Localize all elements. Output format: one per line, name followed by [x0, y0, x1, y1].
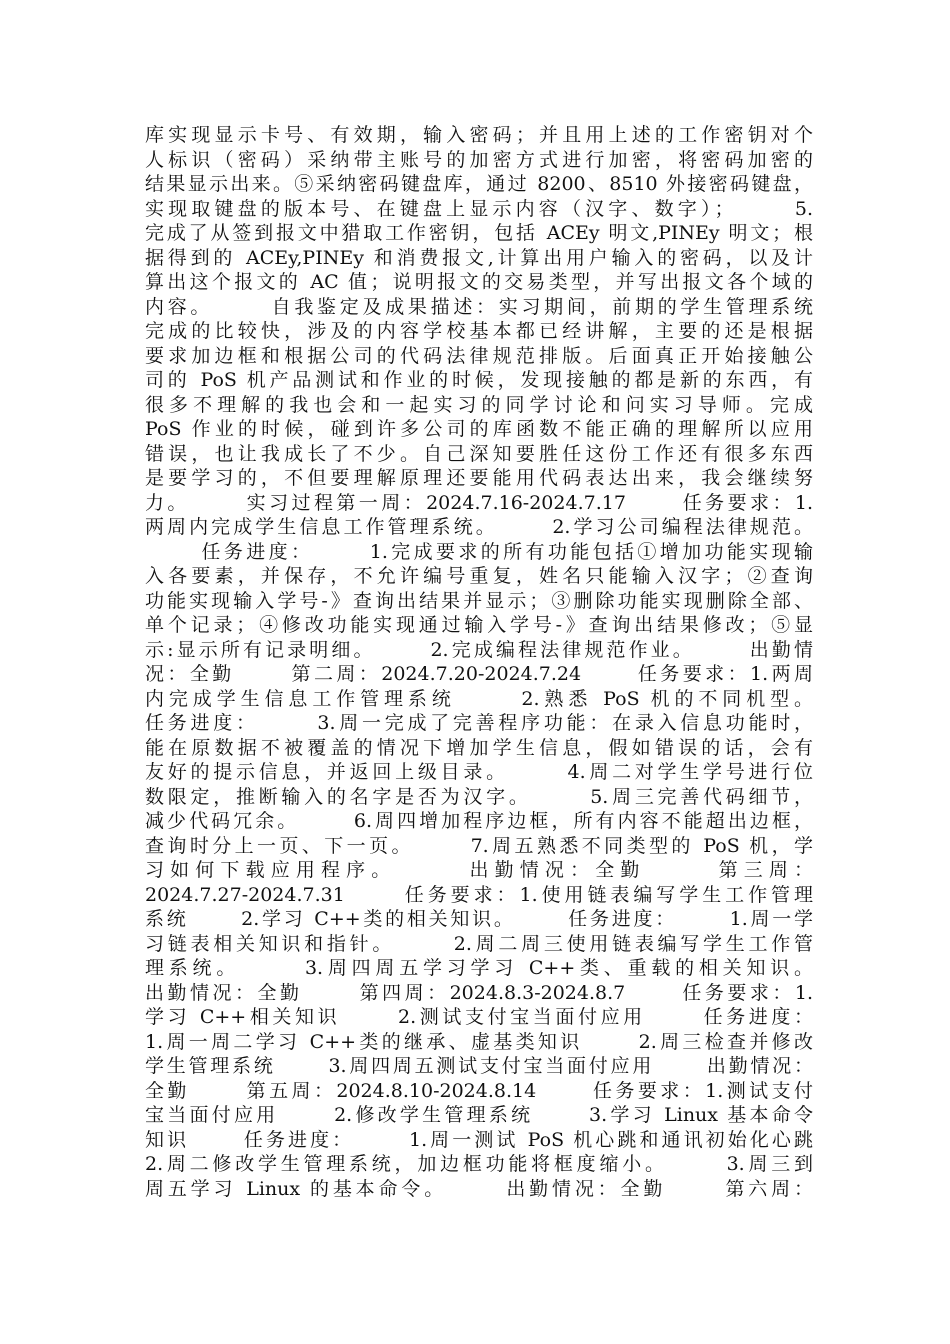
text-line: 功能实现输入学号-》查询出结果并显示；③删除功能实现删除全部、 [145, 589, 813, 612]
text-line: 据得到的 ACEy,PINEy 和消费报文,计算出用户输入的密码，以及计 [145, 246, 813, 269]
text-line: 习链表相关知识和指针。 2.周二周三使用链表编写学生工作管 [145, 932, 813, 955]
text-line: 结果显示出来。⑤采纳密码键盘库，通过 8200、8510 外接密码键盘， [145, 173, 813, 195]
text-line: 1.周一周二学习 C++类的继承、虚基类知识 2.周三检查并修改 [145, 1030, 813, 1053]
text-line: 2.周二修改学生管理系统，加边框功能将框度缩小。 3.周三到 [145, 1153, 813, 1175]
text-line: 内完成学生信息工作管理系统 2.熟悉 PoS 机的不同机型。 [145, 687, 813, 710]
text-line: 系统 2.学习 C++类的相关知识。 任务进度： 1.周一学 [145, 908, 813, 930]
text-line: 两周内完成学生信息工作管理系统。 2.学习公司编程法律规范。 [145, 516, 813, 538]
text-line: 理系统。 3.周四周五学习学习 C++类、重载的相关知识。 [145, 957, 813, 979]
text-line: 示:显示所有记录明细。 2.完成编程法律规范作业。 出勤情 [145, 638, 813, 661]
text-line: 周五学习 Linux 的基本命令。 出勤情况：全勤 第六周： [145, 1177, 813, 1200]
text-line: PoS 作业的时候，碰到许多公司的库函数不能正确的理解所以应用 [145, 418, 813, 440]
text-line: 学生管理系统 3.周四周五测试支付宝当面付应用 出勤情况： [145, 1055, 813, 1077]
text-line: 错误，也让我成长了不少。自己深知要胜任这份工作还有很多东西 [145, 442, 813, 465]
text-line: 内容。 自我鉴定及成果描述：实习期间，前期的学生管理系统 [145, 295, 813, 318]
text-line: 库实现显示卡号、有效期，输入密码；并且用上述的工作密钥对个 [145, 124, 813, 146]
text-line: 习如何下载应用程序。 出勤情况：全勤 第三周： [145, 859, 813, 881]
text-line: 单个记录；④修改功能实现通过输入学号-》查询出结果修改；⑤显 [145, 614, 813, 636]
text-line: 友好的提示信息，并返回上级目录。 4.周二对学生学号进行位 [145, 761, 813, 783]
text-line: 司的 PoS 机产品测试和作业的时候，发现接触的都是新的东西，有 [145, 369, 813, 391]
text-line: 全勤 第五周：2024.8.10-2024.8.14 任务要求：1.测试支付 [145, 1079, 813, 1102]
text-line: 出勤情况：全勤 第四周：2024.8.3-2024.8.7 任务要求：1. [145, 981, 813, 1004]
body-text [145, 123, 813, 1201]
text-line: 减少代码冗余。 6.周四增加程序边框，所有内容不能超出边框， [145, 810, 813, 832]
text-line: 算出这个报文的 AC 值；说明报文的交易类型，并写出报文各个域的 [145, 271, 813, 293]
text-line: 完成了从签到报文中猎取工作密钥，包括 ACEy 明文,PINEy 明文；根 [145, 222, 813, 244]
text-line: 入各要素，并保存，不允许编号重复，姓名只能输入汉字；②查询 [145, 565, 813, 587]
text-line: 数限定，推断输入的名字是否为汉字。 5.周三完善代码细节， [145, 785, 813, 808]
text-line: 能在原数据不被覆盖的情况下增加学生信息，假如错误的话，会有 [145, 736, 813, 759]
text-line: 知识 任务进度： 1.周一测试 PoS 机心跳和通讯初始化心跳 [145, 1128, 813, 1151]
text-line: 况：全勤 第二周：2024.7.20-2024.7.24 任务要求：1.两周 [145, 663, 813, 685]
text-line: 完成的比较快，涉及的内容学校基本都已经讲解，主要的还是根据 [145, 320, 813, 342]
text-line: 查询时分上一页、下一页。 7.周五熟悉不同类型的 PoS 机，学 [145, 834, 813, 857]
text-line: 实现取键盘的版本号、在键盘上显示内容（汉字、数字）； 5. [145, 197, 813, 220]
text-line: 人标识（密码）采纳带主账号的加密方式进行加密，将密码加密的 [145, 148, 813, 171]
text-line: 力。 实习过程第一周：2024.7.16-2024.7.17 任务要求：1. [145, 491, 813, 514]
text-line: 要求加边框和根据公司的代码法律规范排版。后面真正开始接触公 [145, 344, 813, 367]
text-line: 任务进度： 1.完成要求的所有功能包括①增加功能实现输 [145, 540, 813, 563]
text-line: 学习 C++相关知识 2.测试支付宝当面付应用 任务进度： [145, 1006, 813, 1028]
text-line: 宝当面付应用 2.修改学生管理系统 3.学习 Linux 基本命令 [145, 1104, 813, 1126]
text-line: 很多不理解的我也会和一起实习的同学讨论和问实习导师。完成 [145, 393, 813, 416]
text-line: 2024.7.27-2024.7.31 任务要求：1.使用链表编写学生工作管理 [145, 883, 813, 906]
text-line: 是要学习的，不但要理解原理还要能用代码表达出来，我会继续努 [145, 467, 813, 489]
text-line: 任务进度： 3.周一完成了完善程序功能：在录入信息功能时， [145, 712, 813, 734]
